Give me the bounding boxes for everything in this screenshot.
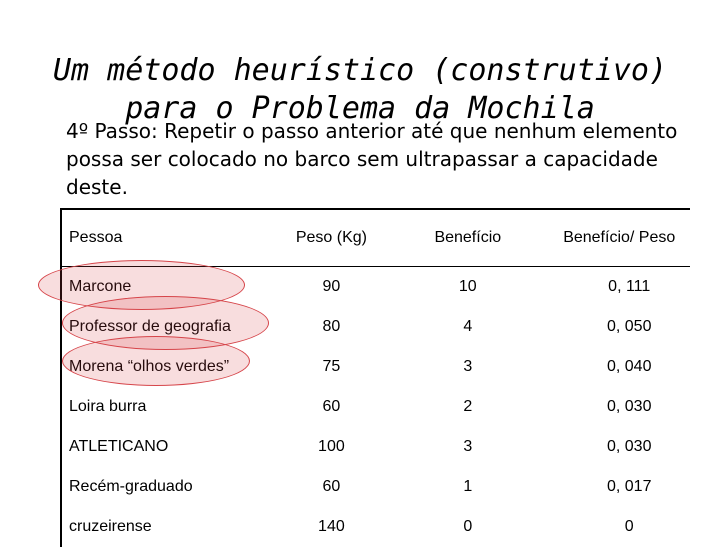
table-row (61, 307, 690, 347)
knapsack-table (60, 208, 690, 547)
cell-peso: 60 (322, 478, 341, 495)
cell-razao: 0, 017 (606, 478, 652, 495)
cell-pessoa: Marcone (69, 278, 132, 295)
cell-beneficio: 3 (463, 438, 473, 455)
table-header-row (61, 209, 690, 267)
cell-pessoa: Professor de geografia (69, 318, 231, 335)
header-beneficio-peso (548, 209, 690, 267)
table-row (61, 387, 690, 427)
cell-peso: 80 (322, 318, 341, 335)
cell-razao: 0, 050 (606, 318, 652, 335)
cell-pessoa: cruzeirense (69, 518, 152, 535)
cell-beneficio: 4 (463, 318, 473, 335)
table-row (61, 427, 690, 467)
cell-pessoa: Loira burra (69, 398, 147, 415)
table-row (61, 347, 690, 387)
cell-peso: 140 (318, 518, 345, 535)
header-beneficio: Benefício (434, 229, 502, 246)
cell-razao: 0, 040 (606, 358, 652, 375)
cell-razao: 0 (624, 518, 634, 535)
cell-beneficio: 10 (458, 278, 477, 295)
table-row (61, 267, 690, 308)
cell-peso: 60 (322, 398, 341, 415)
cell-razao: 0, 111 (608, 278, 651, 295)
cell-peso: 75 (322, 358, 341, 375)
header-ratio-label: Benefício/ Peso (563, 229, 676, 246)
title-line-1: Um método heurístico (construtivo) (52, 53, 668, 88)
cell-beneficio: 1 (463, 478, 473, 495)
header-peso: Peso (Kg) (295, 229, 367, 246)
table-row (61, 507, 690, 547)
cell-pessoa: Recém-graduado (69, 478, 193, 495)
cell-pessoa: Morena “olhos verdes” (69, 358, 230, 375)
cell-peso: 100 (318, 438, 345, 455)
cell-beneficio: 2 (463, 398, 473, 415)
title-line-2: para o Problema da Mochila (125, 91, 595, 126)
cell-razao: 0, 030 (606, 438, 652, 455)
cell-razao: 0, 030 (606, 398, 652, 415)
cell-beneficio: 0 (463, 518, 473, 535)
table-row (61, 467, 690, 507)
cell-pessoa: ATLETICANO (69, 438, 169, 455)
cell-beneficio: 3 (463, 358, 473, 375)
header-pessoa: Pessoa (69, 229, 123, 246)
step-description: 4º Passo: Repetir o passo anterior até que nenhum elemento possa ser colocado no barco sem ultrapassar a capacidade deste. (66, 119, 678, 199)
cell-peso: 90 (322, 278, 341, 295)
